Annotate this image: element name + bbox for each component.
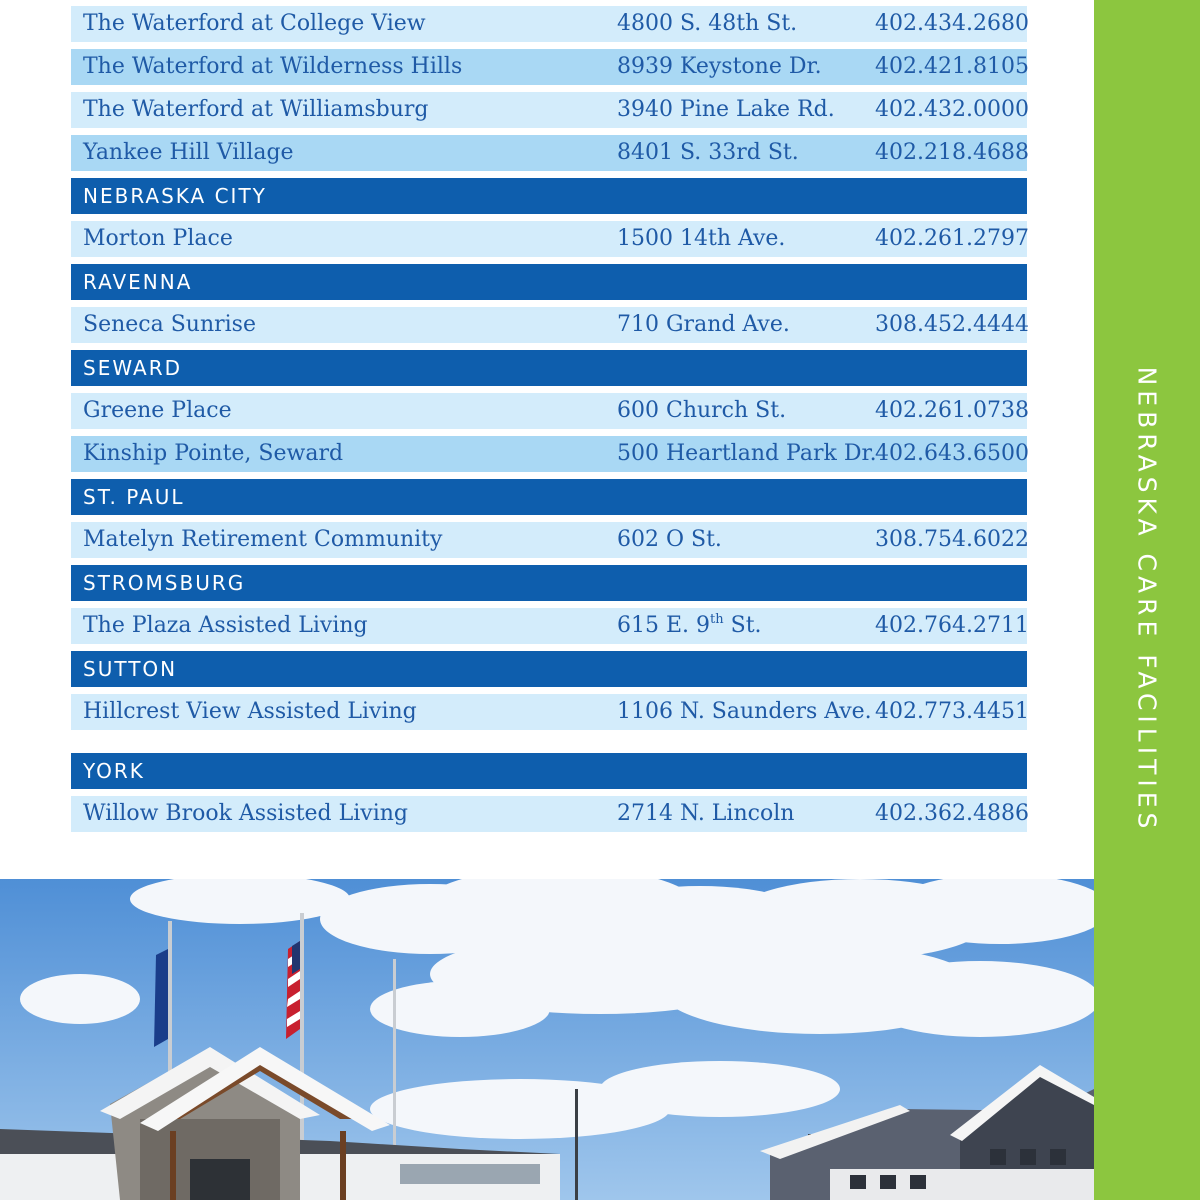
state-flag	[154, 949, 168, 1047]
facility-name: Matelyn Retirement Community	[83, 527, 443, 552]
light-pole	[575, 1089, 578, 1200]
city-header: SUTTON	[71, 651, 1027, 687]
address-superscript: th	[710, 612, 724, 627]
city-header: YORK	[71, 753, 1027, 789]
facility-row	[71, 608, 1027, 644]
spacer	[71, 737, 1027, 753]
facility-name: Yankee Hill Village	[83, 140, 294, 165]
facility-address: 2714 N. Lincoln	[617, 801, 795, 826]
facility-name: Kinship Pointe, Seward	[83, 441, 344, 466]
facility-row	[71, 522, 1027, 558]
city-header: NEBRASKA CITY	[71, 178, 1027, 214]
sidebar-label: NEBRASKA CARE FACILITIES	[1132, 366, 1162, 834]
facility-address: 500 Heartland Park Dr.	[617, 441, 877, 466]
facility-address	[617, 608, 762, 644]
facility-address: 710 Grand Ave.	[617, 312, 790, 337]
facility-name: The Waterford at Wilderness Hills	[83, 54, 463, 79]
facility-phone: 308.452.4444	[875, 312, 1029, 337]
us-flag	[286, 941, 300, 1039]
facility-address: 600 Church St.	[617, 398, 787, 423]
city-header: ST. PAUL	[71, 479, 1027, 515]
facility-phone: 402.261.0738	[875, 398, 1029, 423]
address-suffix: St.	[723, 613, 762, 638]
facility-address: 602 O St.	[617, 527, 722, 552]
facility-address: 1500 14th Ave.	[617, 226, 786, 251]
facility-name: The Plaza Assisted Living	[83, 613, 368, 638]
facility-row	[71, 49, 1027, 85]
facility-name: Greene Place	[83, 398, 232, 423]
facility-name: The Waterford at Williamsburg	[83, 97, 429, 122]
facility-address: 1106 N. Saunders Ave.	[617, 699, 872, 724]
facility-row	[71, 307, 1027, 343]
facility-row	[71, 393, 1027, 429]
facility-photo-graphic	[0, 879, 1094, 1200]
facility-name: Seneca Sunrise	[83, 312, 256, 337]
facility-phone: 402.432.0000	[875, 97, 1029, 122]
facility-row	[71, 6, 1027, 42]
facility-phone: 308.754.6022	[875, 527, 1029, 552]
facility-phone: 402.421.8105	[875, 54, 1029, 79]
facility-phone: 402.764.2711	[875, 613, 1029, 638]
facility-row	[71, 92, 1027, 128]
city-header: STROMSBURG	[71, 565, 1027, 601]
facility-address: 3940 Pine Lake Rd.	[617, 97, 835, 122]
facility-name: Willow Brook Assisted Living	[83, 801, 408, 826]
facility-photo	[0, 879, 1094, 1200]
facility-name: Hillcrest View Assisted Living	[83, 699, 417, 724]
facility-row	[71, 221, 1027, 257]
facility-address: 4800 S. 48th St.	[617, 11, 798, 36]
facility-name: The Waterford at College View	[83, 11, 426, 36]
facility-phone: 402.643.6500	[875, 441, 1029, 466]
facility-address: 8401 S. 33rd St.	[617, 140, 799, 165]
facility-row	[71, 694, 1027, 730]
facility-phone: 402.434.2680	[875, 11, 1029, 36]
facility-phone: 402.218.4688	[875, 140, 1029, 165]
facility-row	[71, 135, 1027, 171]
city-header: SEWARD	[71, 350, 1027, 386]
facility-phone: 402.362.4886	[875, 801, 1029, 826]
facility-phone: 402.773.4451	[875, 699, 1029, 724]
facility-phone: 402.261.2797	[875, 226, 1029, 251]
city-header: RAVENNA	[71, 264, 1027, 300]
facility-address: 8939 Keystone Dr.	[617, 54, 822, 79]
facility-row	[71, 796, 1027, 832]
facility-row	[71, 436, 1027, 472]
facility-directory	[71, 6, 1027, 839]
address-main: 615 E. 9	[617, 613, 711, 638]
facility-name: Morton Place	[83, 226, 233, 251]
sidebar	[1094, 0, 1200, 1200]
